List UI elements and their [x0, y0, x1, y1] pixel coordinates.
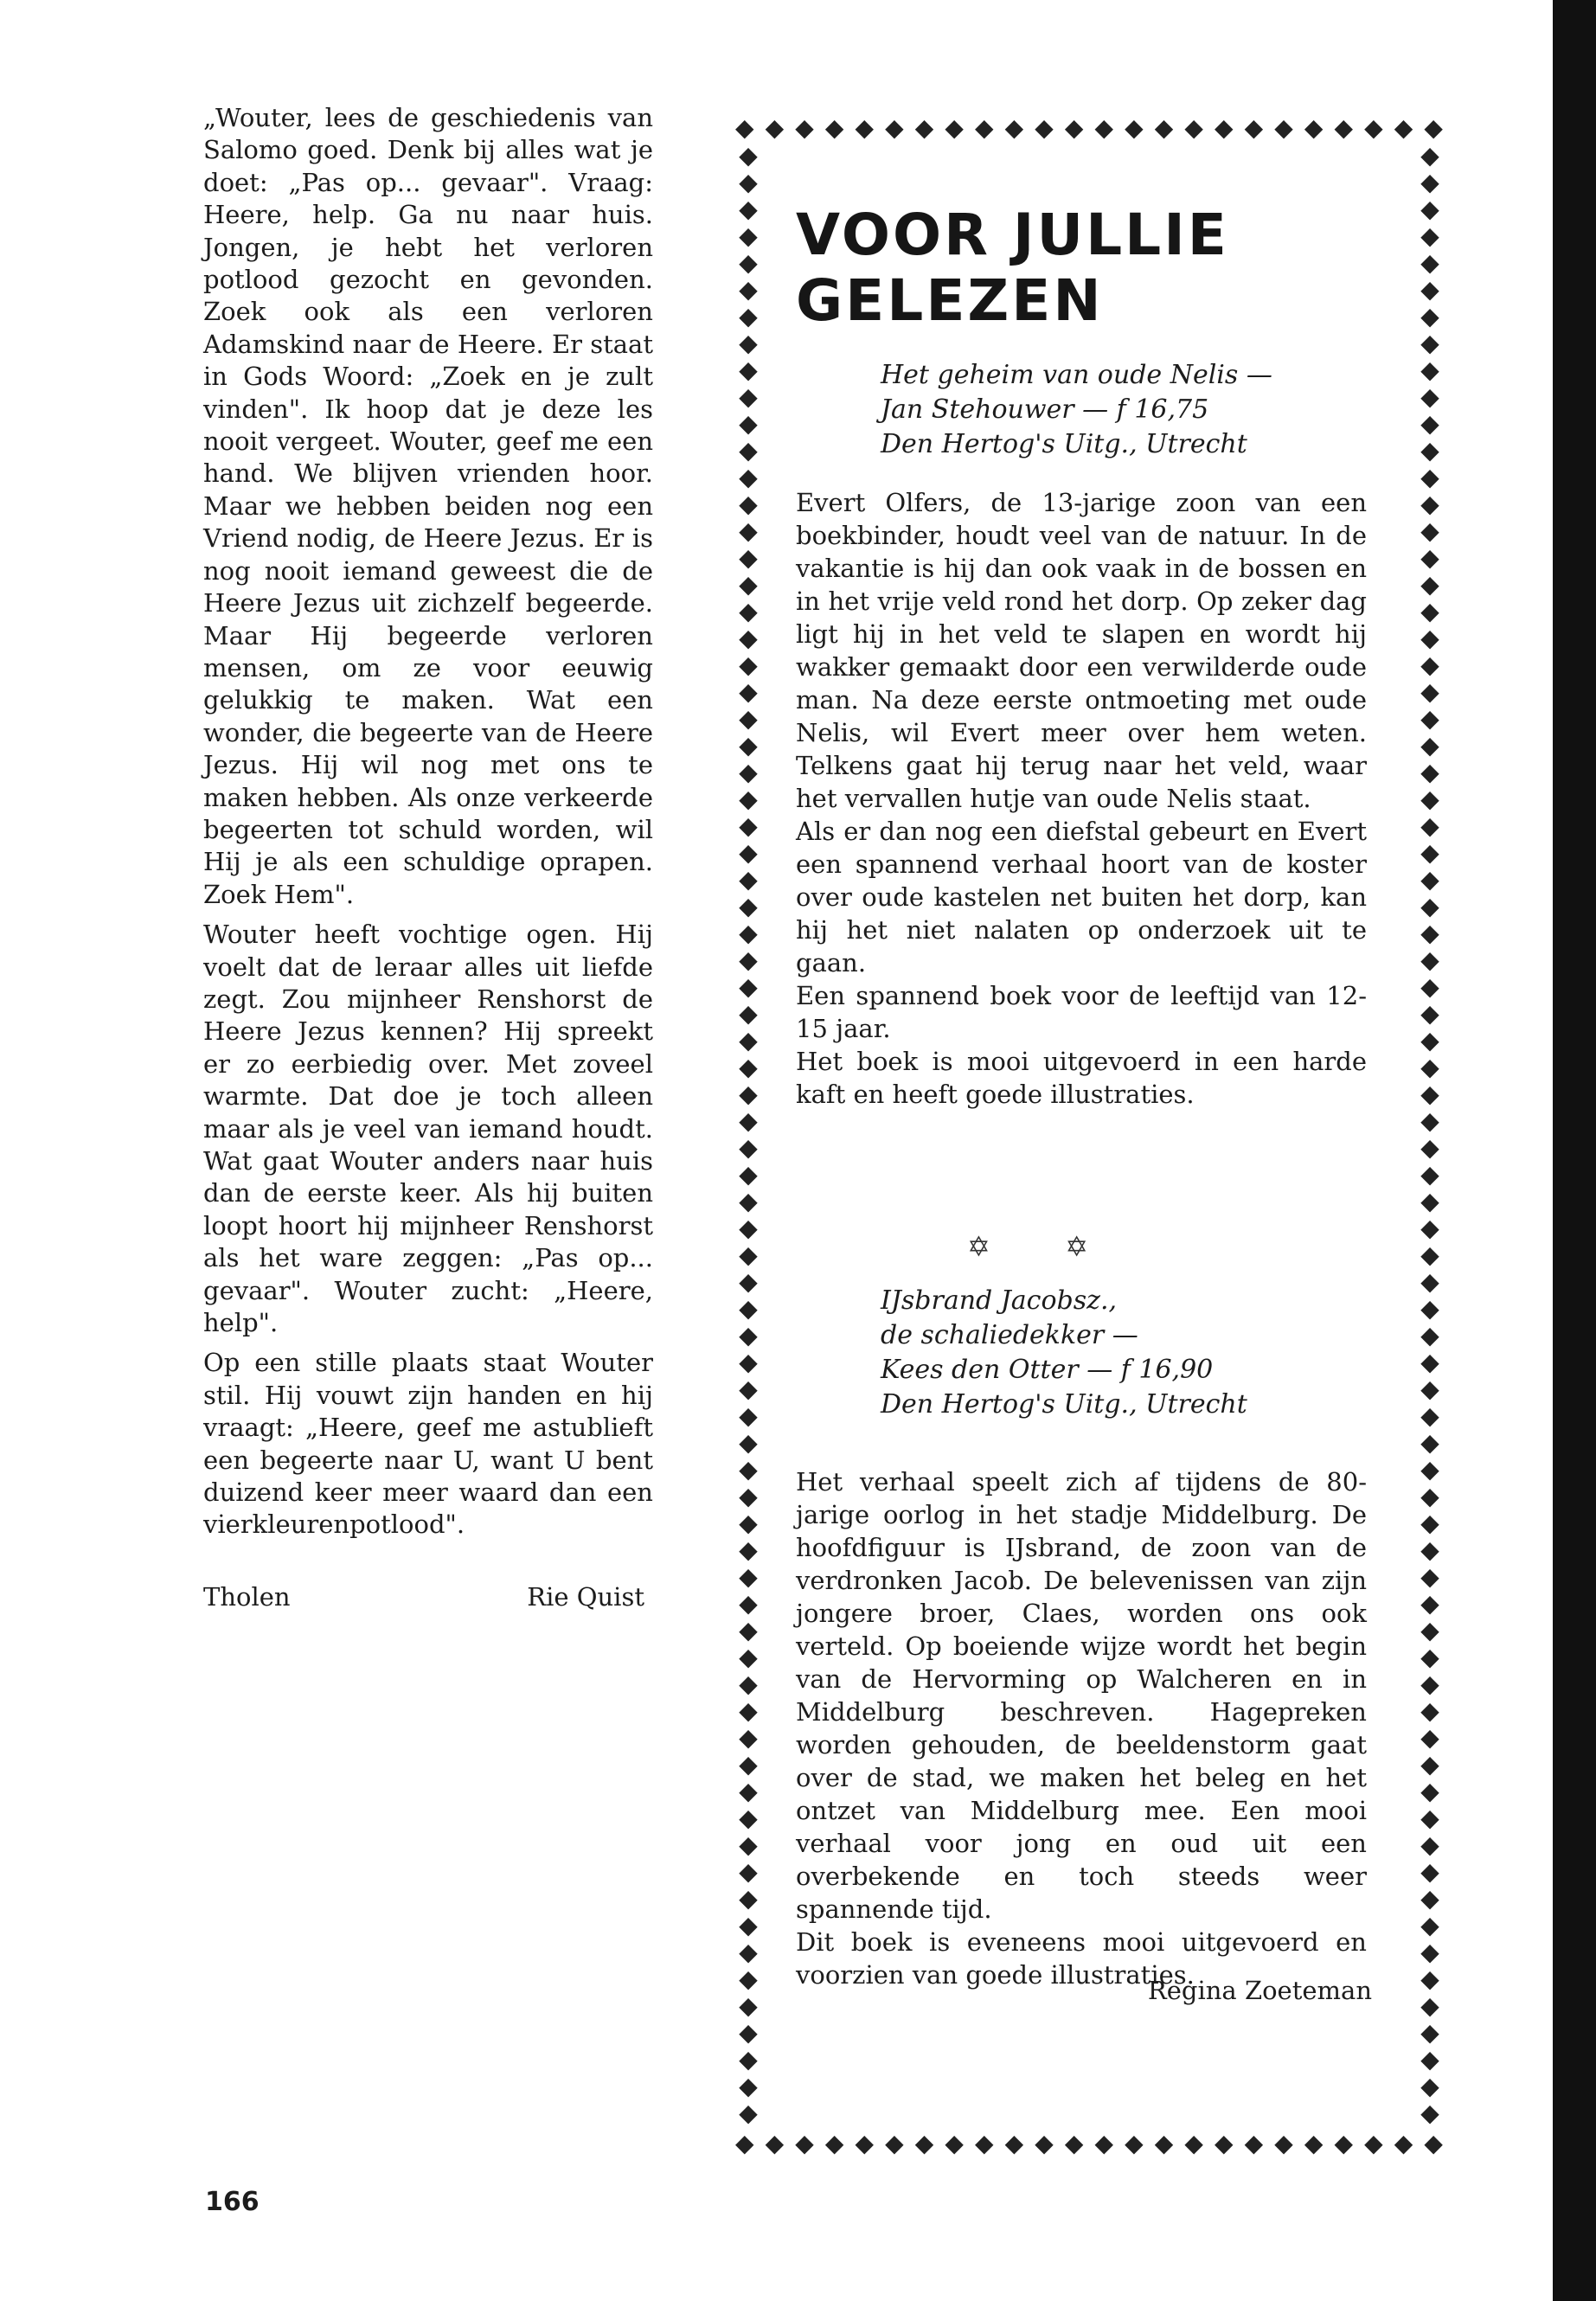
- diamond-ornament-icon: ◆: [739, 1321, 758, 1349]
- diamond-ornament-icon: ◆: [739, 677, 758, 706]
- diamond-ornament-icon: ◆: [739, 704, 758, 733]
- diamond-ornament-icon: ◆: [739, 409, 758, 438]
- diamond-ornament-icon: ◆: [739, 1804, 758, 1832]
- story-paragraph: Op een stille plaats staat Wouter stil. Hij vouwt zijn handen en hij vraagt: „Heere, geef me astublieft een begeerte naar U, want U bent duizend keer meer waard dan een vierkleurenpotlood".: [203, 1348, 653, 1540]
- diamond-ornament-icon: ◆: [739, 865, 758, 894]
- diamond-ornament-icon: ◆: [739, 2099, 758, 2126]
- diamond-ornament-icon: ◆: [1420, 838, 1439, 867]
- diamond-ornament-icon: ◆: [1125, 114, 1144, 140]
- review-paragraph: Evert Olfers, de 13-jarige zoon van een boekbinder, houdt veel van de natuur. In de vakantie is hij dan ook vaak in de bossen en in het vrije veld rond het dorp. Op zeker dag ligt hij in het veld te slapen en wordt hij wakker gemaakt door een verwilderde oude man. Na deze eerste ontmoeting met oude Nelis, wil Evert meer over hem weten. Telkens gaat hij terug naar het veld, waar het vervallen hutje van oude Nelis staat.: [796, 488, 1367, 813]
- diamond-ornament-icon: ◆: [1420, 1804, 1439, 1832]
- story-paragraph: Wouter heeft vochtige ogen. Hij voelt dat de leraar alles uit liefde zegt. Zou mijnheer Renshorst de Heere Jezus kennen? Hij spreekt er zo eerbiedig over. Met zoveel warmte. Dat doe je toch alleen maar als je veel van iemand houdt. Wat gaat Wouter anders naar huis dan de eerste keer. Als hij buiten loopt hoort hij mijnheer Renshorst als het ware zeggen: „Pas op... gevaar". Wouter zucht: „Heere, help".: [203, 920, 653, 1338]
- diamond-ornament-icon: ◆: [1420, 1294, 1439, 1323]
- diamond-ornament-icon: ◆: [1420, 356, 1439, 384]
- diamond-ornament-icon: ◆: [1420, 1106, 1439, 1135]
- border-bottom: [735, 2130, 1443, 2156]
- diamond-ornament-icon: ◆: [739, 1535, 758, 1564]
- diamond-ornament-icon: ◆: [1420, 1321, 1439, 1349]
- diamond-ornament-icon: ◆: [1244, 114, 1264, 140]
- diamond-ornament-icon: ◆: [739, 248, 758, 277]
- diamond-ornament-icon: ◆: [1304, 2130, 1324, 2156]
- diamond-ornament-icon: ◆: [739, 1884, 758, 1913]
- diamond-ornament-icon: ◆: [739, 1777, 758, 1805]
- diamond-ornament-icon: ◆: [1420, 1991, 1439, 2020]
- diamond-ornament-icon: ◆: [1420, 1535, 1439, 1564]
- diamond-ornament-icon: ◆: [1215, 114, 1234, 140]
- diamond-ornament-icon: ◆: [1420, 1375, 1439, 1403]
- diamond-ornament-icon: ◆: [739, 1857, 758, 1886]
- diamond-ornament-icon: ◆: [1184, 114, 1203, 140]
- diamond-ornament-icon: ◆: [1420, 1509, 1439, 1537]
- diamond-ornament-icon: ◆: [739, 1294, 758, 1323]
- diamond-ornament-icon: ◆: [1420, 543, 1439, 572]
- review-paragraph: Het boek is mooi uitgevoerd in een harde kaft en heeft goede illustraties.: [796, 1047, 1367, 1109]
- diamond-ornament-icon: ◆: [739, 597, 758, 625]
- diamond-ornament-icon: ◆: [739, 1106, 758, 1135]
- diamond-ornament-icon: ◆: [739, 543, 758, 572]
- diamond-ornament-icon: ◆: [1420, 1240, 1439, 1269]
- diamond-ornament-icon: ◆: [739, 463, 758, 491]
- diamond-ornament-icon: ◆: [739, 731, 758, 760]
- diamond-ornament-icon: ◆: [739, 168, 758, 196]
- book-title: IJsbrand Jacobsz.,: [881, 1285, 1118, 1316]
- diamond-ornament-icon: ◆: [1420, 275, 1439, 304]
- diamond-ornament-icon: ◆: [1424, 114, 1443, 140]
- diamond-ornament-icon: ◆: [739, 1723, 758, 1752]
- diamond-ornament-icon: ◆: [1420, 811, 1439, 840]
- diamond-ornament-icon: ◆: [1420, 1938, 1439, 1966]
- diamond-ornament-icon: ◆: [885, 114, 904, 140]
- star-icon: ✡: [967, 1230, 990, 1263]
- diamond-ornament-icon: ◆: [739, 758, 758, 786]
- diamond-ornament-icon: ◆: [1420, 1670, 1439, 1698]
- diamond-ornament-icon: ◆: [824, 114, 844, 140]
- diamond-ornament-icon: ◆: [1420, 892, 1439, 920]
- diamond-ornament-icon: ◆: [739, 999, 758, 1028]
- diamond-ornament-icon: ◆: [1420, 382, 1439, 411]
- diamond-ornament-icon: ◆: [1420, 1401, 1439, 1430]
- diamond-ornament-icon: ◆: [1420, 1080, 1439, 1108]
- diamond-ornament-icon: ◆: [739, 1375, 758, 1403]
- diamond-ornament-icon: ◆: [1420, 731, 1439, 760]
- diamond-ornament-icon: ◆: [739, 1750, 758, 1779]
- diamond-ornament-icon: ◆: [739, 1160, 758, 1189]
- diamond-ornament-icon: ◆: [739, 892, 758, 920]
- diamond-ornament-icon: ◆: [1420, 1696, 1439, 1725]
- diamond-ornament-icon: ◆: [1364, 114, 1383, 140]
- diamond-ornament-icon: ◆: [1420, 1965, 1439, 1993]
- diamond-ornament-icon: ◆: [795, 2130, 814, 2156]
- diamond-ornament-icon: ◆: [739, 1428, 758, 1457]
- diamond-ornament-icon: ◆: [1420, 463, 1439, 491]
- diamond-ornament-icon: ◆: [1420, 1884, 1439, 1913]
- diamond-ornament-icon: ◆: [1420, 1026, 1439, 1054]
- diamond-ornament-icon: ◆: [739, 838, 758, 867]
- book-subtitle: de schaliedekker —: [881, 1320, 1138, 1350]
- diamond-ornament-icon: ◆: [739, 1991, 758, 2020]
- diamond-ornament-icon: ◆: [739, 1214, 758, 1242]
- diamond-ornament-icon: ◆: [1420, 1133, 1439, 1162]
- diamond-ornament-icon: ◆: [824, 2130, 844, 2156]
- diamond-ornament-icon: ◆: [739, 1562, 758, 1591]
- review-paragraph: Een spannend boek voor de leeftijd van 12-15 jaar.: [796, 981, 1367, 1043]
- review-paragraph: Het verhaal speelt zich af tijdens de 80-jarige oorlog in het stadje Middelburg. De hoofdfiguur is IJsbrand, de zoon van de verdronken Jacob. De belevenissen van zijn jongere broer, Claes, worden ons ook verteld. Op boeiende wijze wordt het begin van de Hervorming op Walcheren en in Middelburg beschreven. Hagepreken worden gehouden, de beeldenstorm gaat over de stad, we maken het beleg en het ontzet van Middelburg mee. Een mooi verhaal voor jong en oud uit een overbekende en toch steeds weer spannende tijd.: [796, 1467, 1367, 1924]
- diamond-ornament-icon: ◆: [914, 2130, 934, 2156]
- diamond-ornament-icon: ◆: [1420, 865, 1439, 894]
- scan-edge-bar: [1553, 0, 1596, 2301]
- book-title: Het geheim van oude Nelis —: [881, 360, 1272, 390]
- border-top: [735, 114, 1443, 140]
- diamond-ornament-icon: ◆: [1420, 1750, 1439, 1779]
- diamond-ornament-icon: ◆: [1420, 1723, 1439, 1752]
- diamond-ornament-icon: ◆: [1420, 1187, 1439, 1215]
- diamond-ornament-icon: ◆: [739, 382, 758, 411]
- diamond-ornament-icon: ◆: [739, 302, 758, 330]
- diamond-ornament-icon: ◆: [1064, 2130, 1084, 2156]
- diamond-ornament-icon: ◆: [739, 144, 758, 170]
- diamond-ornament-icon: ◆: [1420, 329, 1439, 357]
- diamond-ornament-icon: ◆: [1334, 114, 1354, 140]
- diamond-ornament-icon: ◆: [945, 114, 964, 140]
- diamond-ornament-icon: ◆: [739, 436, 758, 465]
- diamond-ornament-icon: ◆: [739, 1348, 758, 1376]
- diamond-ornament-icon: ◆: [739, 490, 758, 518]
- diamond-ornament-icon: ◆: [735, 2130, 754, 2156]
- book-info-1: [881, 358, 1272, 462]
- diamond-ornament-icon: ◆: [739, 1401, 758, 1430]
- diamond-ornament-icon: ◆: [739, 811, 758, 840]
- diamond-ornament-icon: ◆: [1420, 1267, 1439, 1296]
- diamond-ornament-icon: ◆: [739, 919, 758, 947]
- diamond-ornament-icon: ◆: [1420, 1562, 1439, 1591]
- diamond-ornament-icon: ◆: [1420, 302, 1439, 330]
- diamond-ornament-icon: ◆: [1420, 2045, 1439, 2073]
- star-icon: ✡: [1065, 1230, 1088, 1263]
- diamond-ornament-icon: ◆: [739, 1267, 758, 1296]
- diamond-ornament-icon: ◆: [739, 1589, 758, 1618]
- diamond-ornament-icon: ◆: [1420, 1857, 1439, 1886]
- diamond-ornament-icon: ◆: [1334, 2130, 1354, 2156]
- diamond-ornament-icon: ◆: [739, 1911, 758, 1939]
- diamond-ornament-icon: ◆: [1244, 2130, 1264, 2156]
- diamond-ornament-icon: ◆: [739, 570, 758, 599]
- diamond-ornament-icon: ◆: [1364, 2130, 1383, 2156]
- diamond-ornament-icon: ◆: [739, 785, 758, 813]
- diamond-ornament-icon: ◆: [1420, 1911, 1439, 1939]
- diamond-ornament-icon: ◆: [1420, 651, 1439, 679]
- diamond-ornament-icon: ◆: [1420, 1643, 1439, 1671]
- diamond-ornament-icon: ◆: [945, 2130, 964, 2156]
- diamond-ornament-icon: ◆: [739, 1696, 758, 1725]
- review-paragraph: Als er dan nog een diefstal gebeurt en Evert een spannend verhaal hoort van de koster over oude kastelen net buiten het dorp, kan hij het niet nalaten op onderzoek uit te gaan.: [796, 817, 1367, 977]
- diamond-ornament-icon: ◆: [739, 2045, 758, 2073]
- border-right: [1417, 144, 1443, 2126]
- diamond-ornament-icon: ◆: [975, 2130, 994, 2156]
- diamond-ornament-icon: ◆: [795, 114, 814, 140]
- book-info-2: [881, 1284, 1247, 1422]
- diamond-ornament-icon: ◆: [975, 114, 994, 140]
- diamond-ornament-icon: ◆: [1420, 2072, 1439, 2100]
- diamond-ornament-icon: ◆: [1154, 114, 1174, 140]
- diamond-ornament-icon: ◆: [914, 114, 934, 140]
- diamond-ornament-icon: ◆: [1420, 945, 1439, 974]
- diamond-ornament-icon: ◆: [1274, 114, 1293, 140]
- diamond-ornament-icon: ◆: [1094, 114, 1114, 140]
- diamond-ornament-icon: ◆: [1420, 221, 1439, 250]
- diamond-ornament-icon: ◆: [739, 624, 758, 652]
- diamond-ornament-icon: ◆: [855, 2130, 875, 2156]
- diamond-ornament-icon: ◆: [1184, 2130, 1203, 2156]
- diamond-ornament-icon: ◆: [1420, 999, 1439, 1028]
- section-title: VOOR JULLIE GELEZEN: [796, 202, 1229, 334]
- diamond-ornament-icon: ◆: [1035, 2130, 1054, 2156]
- page-number: 166: [205, 2187, 260, 2217]
- story-place: Tholen: [203, 1581, 291, 1612]
- diamond-ornament-icon: ◆: [739, 945, 758, 974]
- diamond-ornament-icon: ◆: [739, 1509, 758, 1537]
- diamond-ornament-icon: ◆: [739, 1455, 758, 1484]
- diamond-ornament-icon: ◆: [1420, 597, 1439, 625]
- diamond-ornament-icon: ◆: [739, 1080, 758, 1108]
- diamond-ornament-icon: ◆: [1004, 2130, 1024, 2156]
- diamond-ornament-icon: ◆: [739, 516, 758, 545]
- book-publisher: Den Hertog's Uitg., Utrecht: [881, 1389, 1247, 1420]
- story-signature-row: [203, 1581, 644, 1613]
- diamond-ornament-icon: ◆: [1420, 570, 1439, 599]
- diamond-ornament-icon: ◆: [1274, 2130, 1293, 2156]
- diamond-ornament-icon: ◆: [739, 1616, 758, 1644]
- diamond-ornament-icon: ◆: [1064, 114, 1084, 140]
- diamond-ornament-icon: ◆: [1420, 516, 1439, 545]
- diamond-ornament-icon: ◆: [739, 1240, 758, 1269]
- diamond-ornament-icon: ◆: [1304, 114, 1324, 140]
- diamond-ornament-icon: ◆: [739, 1830, 758, 1859]
- diamond-ornament-icon: ◆: [1154, 2130, 1174, 2156]
- diamond-ornament-icon: ◆: [739, 275, 758, 304]
- diamond-ornament-icon: ◆: [739, 221, 758, 250]
- diamond-ornament-icon: ◆: [1420, 1053, 1439, 1081]
- diamond-ornament-icon: ◆: [1424, 2130, 1443, 2156]
- diamond-ornament-icon: ◆: [739, 1187, 758, 1215]
- diamond-ornament-icon: ◆: [739, 356, 758, 384]
- diamond-ornament-icon: ◆: [1420, 704, 1439, 733]
- diamond-ornament-icon: ◆: [739, 1133, 758, 1162]
- story-column: [203, 102, 653, 1613]
- diamond-ornament-icon: ◆: [1420, 1348, 1439, 1376]
- diamond-ornament-icon: ◆: [1420, 1455, 1439, 1484]
- diamond-ornament-icon: ◆: [739, 1053, 758, 1081]
- diamond-ornament-icon: ◆: [1394, 2130, 1413, 2156]
- diamond-ornament-icon: ◆: [1420, 248, 1439, 277]
- diamond-ornament-icon: ◆: [1420, 919, 1439, 947]
- diamond-ornament-icon: ◆: [1420, 490, 1439, 518]
- review-2: [796, 1465, 1367, 1991]
- diamond-ornament-icon: ◆: [1215, 2130, 1234, 2156]
- diamond-ornament-icon: ◆: [765, 2130, 785, 2156]
- diamond-ornament-icon: ◆: [739, 1938, 758, 1966]
- story-author: Rie Quist: [527, 1581, 644, 1612]
- diamond-ornament-icon: ◆: [1420, 1830, 1439, 1859]
- review-box: [735, 114, 1443, 2156]
- diamond-ornament-icon: ◆: [1420, 1428, 1439, 1457]
- diamond-ornament-icon: ◆: [855, 114, 875, 140]
- diamond-ornament-icon: ◆: [739, 1670, 758, 1698]
- story-paragraph: „Wouter, lees de geschiedenis van Salomo goed. Denk bij alles wat je doet: „Pas op... gevaar". Vraag: Heere, help. Ga nu naar huis. Jongen, je hebt het verloren potlood gezocht en gevonden. Zoek ook als een verloren Adamskind naar de Heere. Er staat in Gods Woord: „Zoek en je zult vinden". Ik hoop dat je deze les nooit vergeet. Wouter, geef me een hand. We blijven vrienden hoor. Maar we hebben beiden nog een Vriend nodig, de Heere Jezus. Er is nog nooit iemand geweest die de Heere Jezus uit zichzelf begeerde. Maar Hij begeerde verloren mensen, om ze voor eeuwig gelukkig te maken. Wat een wonder, die begeerte van de Heere Jezus. Hij wil nog met ons te maken hebben. Als onze verkeerde begeerten tot schuld worden, wil Hij je als een schuldige oprapen. Zoek Hem".: [203, 103, 653, 909]
- diamond-ornament-icon: ◆: [739, 972, 758, 1001]
- diamond-ornament-icon: ◆: [739, 195, 758, 223]
- diamond-ornament-icon: ◆: [1420, 1777, 1439, 1805]
- diamond-ornament-icon: ◆: [1420, 785, 1439, 813]
- diamond-ornament-icon: ◆: [739, 1643, 758, 1671]
- diamond-ornament-icon: ◆: [1420, 1482, 1439, 1510]
- diamond-ornament-icon: ◆: [739, 1482, 758, 1510]
- diamond-ornament-icon: ◆: [1420, 144, 1439, 170]
- diamond-ornament-icon: ◆: [1394, 114, 1413, 140]
- book-publisher: Den Hertog's Uitg., Utrecht: [881, 429, 1247, 459]
- diamond-ornament-icon: ◆: [1420, 1616, 1439, 1644]
- diamond-ornament-icon: ◆: [1420, 1589, 1439, 1618]
- diamond-ornament-icon: ◆: [1420, 436, 1439, 465]
- diamond-ornament-icon: ◆: [1004, 114, 1024, 140]
- book-author-price: Kees den Otter — f 16,90: [881, 1355, 1214, 1385]
- reviewer-name: Regina Zoeteman: [1147, 1976, 1372, 2005]
- diamond-ornament-icon: ◆: [1035, 114, 1054, 140]
- border-left: [735, 144, 761, 2126]
- diamond-ornament-icon: ◆: [1420, 1214, 1439, 1242]
- diamond-ornament-icon: ◆: [739, 1965, 758, 1993]
- review-1: [796, 486, 1367, 1111]
- diamond-ornament-icon: ◆: [739, 651, 758, 679]
- diamond-ornament-icon: ◆: [739, 2018, 758, 2047]
- section-separator: [967, 1230, 1088, 1263]
- diamond-ornament-icon: ◆: [1420, 972, 1439, 1001]
- diamond-ornament-icon: ◆: [1420, 2099, 1439, 2126]
- diamond-ornament-icon: ◆: [739, 329, 758, 357]
- diamond-ornament-icon: ◆: [739, 1026, 758, 1054]
- diamond-ornament-icon: ◆: [1420, 677, 1439, 706]
- diamond-ornament-icon: ◆: [765, 114, 785, 140]
- diamond-ornament-icon: ◆: [1420, 758, 1439, 786]
- diamond-ornament-icon: ◆: [1094, 2130, 1114, 2156]
- diamond-ornament-icon: ◆: [1420, 195, 1439, 223]
- diamond-ornament-icon: ◆: [885, 2130, 904, 2156]
- diamond-ornament-icon: ◆: [1125, 2130, 1144, 2156]
- diamond-ornament-icon: ◆: [1420, 168, 1439, 196]
- diamond-ornament-icon: ◆: [1420, 2018, 1439, 2047]
- diamond-ornament-icon: ◆: [739, 2072, 758, 2100]
- diamond-ornament-icon: ◆: [1420, 624, 1439, 652]
- diamond-ornament-icon: ◆: [1420, 409, 1439, 438]
- review-paragraph: Dit boek is eveneens mooi uitgevoerd en voorzien van goede illustraties.: [796, 1927, 1367, 1990]
- diamond-ornament-icon: ◆: [735, 114, 754, 140]
- book-author-price: Jan Stehouwer — f 16,75: [881, 394, 1209, 425]
- diamond-ornament-icon: ◆: [1420, 1160, 1439, 1189]
